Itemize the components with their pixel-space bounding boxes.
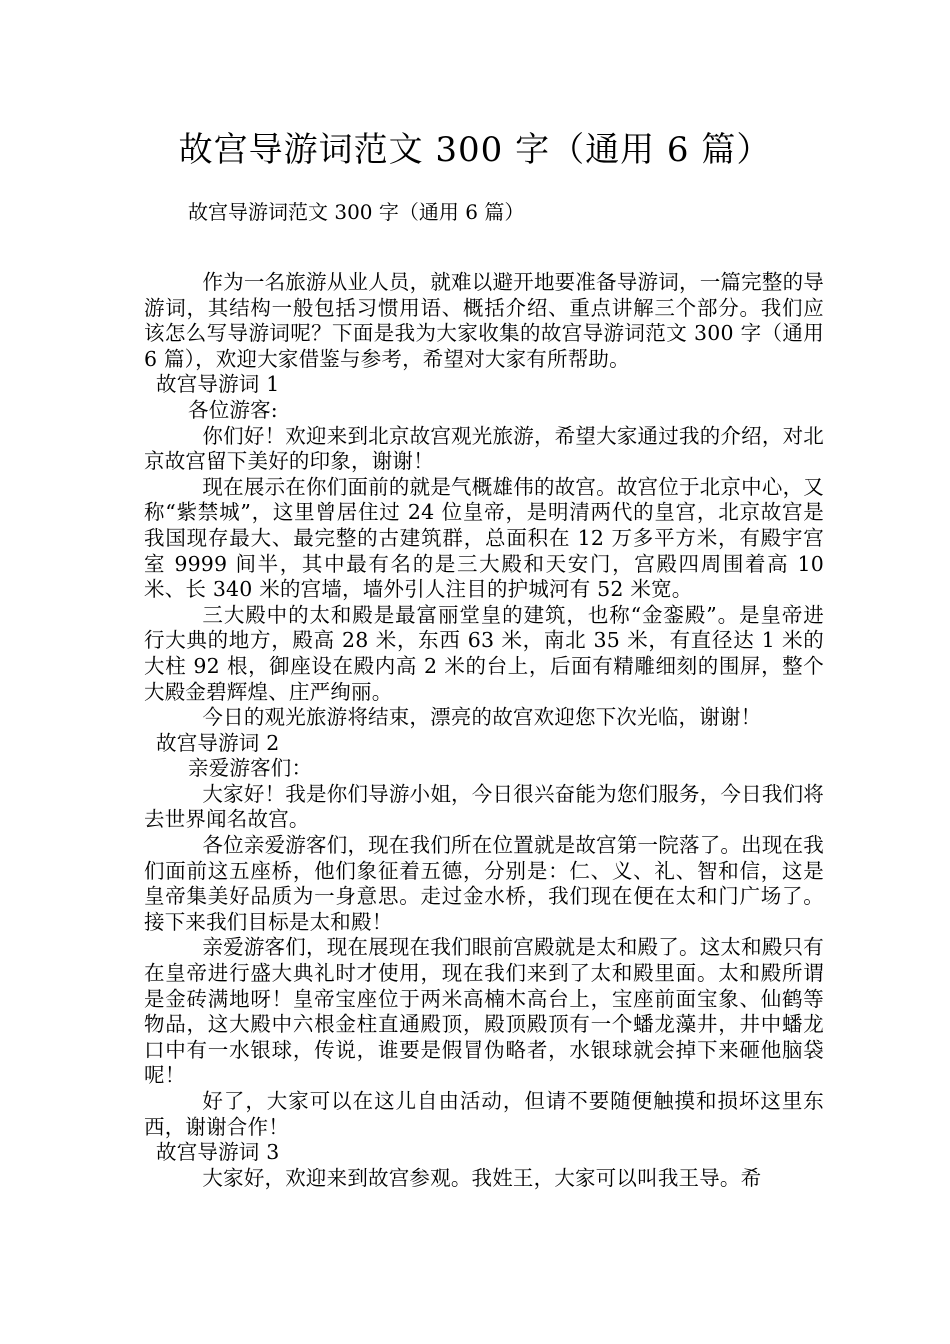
- section-greeting-2: 亲爱游客们：: [188, 756, 313, 781]
- intro-paragraph: 作为一名旅游从业人员，就难以避开地要准备导游词，一篇完整的导游词，其结构一般包括习惯用语、概括介绍、重点讲解三个部分。我们应该怎么写导游词呢？下面是我为大家收集的故宫导游词范文 300 字（通用 6 篇），欢迎大家借鉴与参考，希望对大家有所帮助。: [144, 270, 824, 371]
- paragraph: 大家好！我是你们导游小姐，今日很兴奋能为您们服务，今日我们将去世界闻名故宫。: [144, 781, 824, 832]
- paragraph: 大家好，欢迎来到故宫参观。我姓王，大家可以叫我王导。希: [202, 1165, 762, 1190]
- paragraph: 现在展示在你们面前的就是气概雄伟的故宫。故宫位于北京中心，又称“紫禁城”，这里曾居住过 24 位皇帝，是明清两代的皇宫，北京故宫是我国现存最大、最完整的古建筑群，总面积在 12 万多平方米，有殿宇宫室 9999 间半，其中最有名的是三大殿和天安门，宫殿四周围着高 10 米、长 340 米的宫墙，墙外引人注目的护城河有 52 米宽。: [144, 474, 824, 602]
- paragraph: 三大殿中的太和殿是最富丽堂皇的建筑，也称“金銮殿”。是皇帝进行大典的地方，殿高 28 米，东西 63 米，南北 35 米，有直径达 1 米的大柱 92 根，御座设在殿内高 2 米的台上，后面有精雕细刻的围屏，整个大殿金碧辉煌、庄严绚丽。: [144, 602, 824, 704]
- section-heading-2: 故宫导游词 2: [156, 730, 280, 755]
- paragraph: 亲爱游客们，现在展现在我们眼前宫殿就是太和殿了。这太和殿只有在皇帝进行盛大典礼时才使用，现在我们来到了太和殿里面。太和殿所谓是金砖满地呀！皇帝宝座位于两米高楠木高台上，宝座前面宝象、仙鹤等物品，这大殿中六根金柱直通殿顶，殿顶殿顶有一个蟠龙藻井，井中蟠龙口中有一水银球，传说，谁要是假冒伪略者，水银球就会掉下来砸他脑袋呢！: [144, 935, 824, 1088]
- section-greeting-1: 各位游客:: [188, 397, 278, 422]
- section-heading-3: 故宫导游词 3: [156, 1140, 280, 1165]
- section-heading-1: 故宫导游词 1: [156, 372, 280, 397]
- document-body: [144, 270, 824, 1191]
- paragraph: 各位亲爱游客们，现在我们所在位置就是故宫第一院落了。出现在我们面前这五座桥，他们象征着五德，分别是：仁、义、礼、智和信，这是皇帝集美好品质为一身意思。走过金水桥，我们现在便在太和门广场了。接下来我们目标是太和殿！: [144, 833, 824, 934]
- paragraph: 好了，大家可以在这儿自由活动，但请不要随便触摸和损坏这里东西，谢谢合作！: [144, 1089, 824, 1139]
- document-title: 故宫导游词范文 300 字（通用 6 篇）: [178, 130, 772, 170]
- paragraph: 今日的观光旅游将结束，漂亮的故宫欢迎您下次光临，谢谢！: [202, 705, 762, 730]
- paragraph: 你们好！欢迎来到北京故宫观光旅游，希望大家通过我的介绍，对北京故宫留下美好的印象，谢谢！: [144, 423, 824, 474]
- document-subtitle: 故宫导游词范文 300 字（通用 6 篇）: [188, 200, 525, 224]
